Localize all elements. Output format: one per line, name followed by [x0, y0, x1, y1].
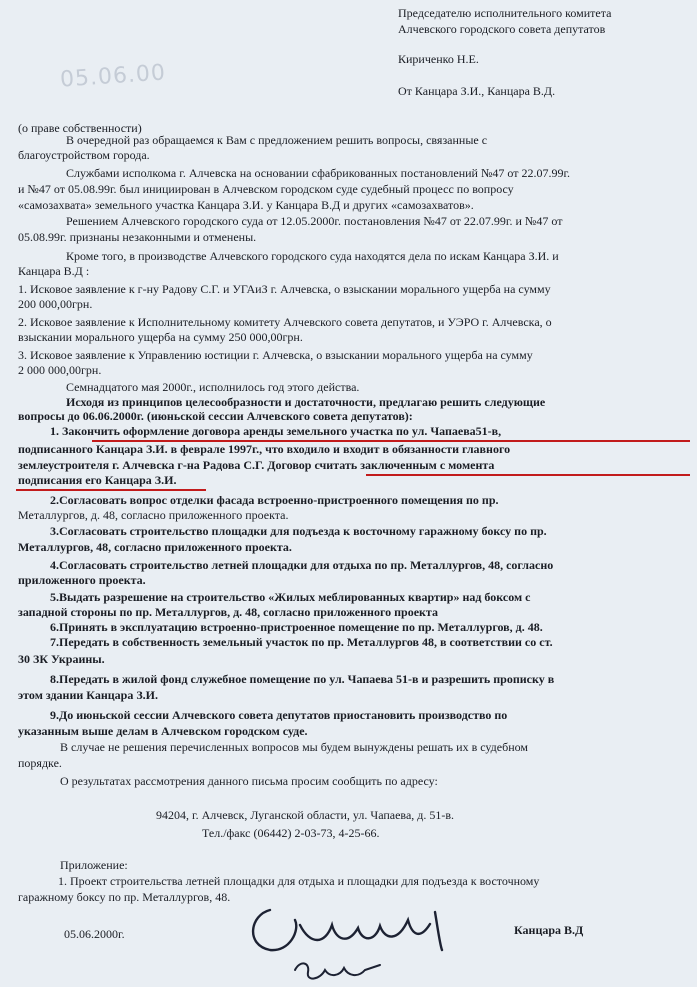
item-line: 7.Передать в собственность земельный участок по пр. Металлургов 48, в соответствии со ст.	[50, 635, 553, 649]
item-1-line: землеустроителя г. Алчевска г-на Радова С.Г. Договор считать заключенным с момента	[18, 458, 495, 472]
attachment-line: гаражному боксу по пр. Металлургов, 48.	[18, 890, 231, 904]
item-line: 5.Выдать разрешение на строительство «Жилых меблированных квартир» над боксом с	[50, 590, 531, 604]
item-line: 4.Согласовать строительство летней площадки для отдыха по пр. Металлургов, 48, согласно	[50, 558, 554, 572]
item-line: Металлургов, д. 48, согласно приложенного проекта.	[18, 508, 289, 522]
item-line: Металлургов, 48, согласно приложенного проекта.	[18, 540, 292, 554]
item-line: 8.Передать в жилой фонд служебное помещение по ул. Чапаева 51-в и разрешить прописку в	[50, 672, 555, 686]
item-line: 30 ЗК Украины.	[18, 652, 105, 666]
paragraph-line: Исходя из принципов целесообразности и достаточности, предлагаю решить следующие	[66, 395, 546, 409]
paragraph-line: 2 000 000,00грн.	[18, 363, 102, 377]
paragraph-line: Решением Алчевского городского суда от 12.05.2000г. постановления №47 от 22.07.99г. и №47 от	[66, 214, 563, 228]
addressee-name: Кириченко Н.Е.	[398, 52, 479, 66]
item-line: приложенного проекта.	[18, 573, 146, 587]
address-line: 94204, г. Алчевск, Луганской области, ул. Чапаева, д. 51-в.	[156, 808, 455, 822]
sender-line: От Канцара З.И., Канцара В.Д.	[398, 84, 556, 98]
signer-name: Канцара В.Д	[514, 923, 584, 937]
item-line: западной стороны по пр. Металлургов, д. 48, согласно приложенного проекта	[18, 605, 438, 619]
subject: (о праве собственности)	[18, 121, 142, 135]
phone-line: Тел./факс (06442) 2-03-73, 4-25-66.	[202, 826, 380, 840]
paragraph-line: 05.08.99г. признаны незаконными и отменены.	[18, 230, 257, 244]
paragraph-line: 200 000,00грн.	[18, 297, 93, 311]
attachment-line: 1. Проект строительства летней площадки для отдыха и площадки для подъезда к восточному	[58, 874, 540, 888]
paragraph-line: Канцара В.Д :	[18, 264, 90, 278]
attachment-heading: Приложение:	[60, 858, 128, 872]
paragraph-line: В очередной раз обращаемся к Вам с предложением решить вопросы, связанные с	[66, 133, 488, 147]
item-line: 6.Принять в эксплуатацию встроенно-пристроенное помещение по пр. Металлургов, д. 48.	[50, 620, 543, 634]
paragraph-line: Семнадцатого мая 2000г., исполнилось год этого действа.	[66, 380, 360, 394]
item-1-line: подписанного Канцара З.И. в феврале 1997г., что входило и входит в обязанности главного	[18, 442, 511, 456]
letter-date: 05.06.2000г.	[64, 927, 125, 941]
addressee-line-1: Председателю исполнительного комитета	[398, 6, 612, 20]
paragraph-line: В случае не решения перечисленных вопросов мы будем вынуждены решать их в судебном	[60, 740, 528, 754]
item-line: указанным выше делам в Алчевском городском суде.	[18, 724, 308, 738]
paragraph-line: Кроме того, в производстве Алчевского городского суда находятся дела по искам Канцара З.И. и	[66, 249, 559, 263]
paragraph-line: благоустройством города.	[18, 148, 150, 162]
item-line: этом здании Канцара З.И.	[18, 688, 158, 702]
addressee-line-2: Алчевского городского совета депутатов	[398, 22, 606, 36]
date-stamp: 05.06.00	[59, 60, 167, 93]
paragraph-line: и №47 от 05.08.99г. был инициирован в Алчевском городском суде судебный процесс по вопросу	[18, 182, 514, 196]
signature	[240, 890, 490, 985]
paragraph-line: вопросы до 06.06.2000г. (июньской сессии Алчевского совета депутатов):	[18, 409, 413, 423]
paragraph-line: порядке.	[18, 756, 62, 770]
paragraph-line: взыскании морального ущерба на сумму 250 000,00грн.	[18, 330, 303, 344]
paragraph-line: 3. Исковое заявление к Управлению юстиции г. Алчевска, о взыскании морального ущерба на сумму	[18, 348, 533, 362]
item-line: 2.Согласовать вопрос отделки фасада встроенно-пристроенного помещения по пр.	[50, 493, 499, 507]
red-underline	[16, 489, 206, 491]
paragraph-line: Службами исполкома г. Алчевска на основании сфабрикованных постановлений №47 от 22.07.99г.	[66, 166, 571, 180]
paragraph-line: «самозахвата» земельного участка Канцара З.И. у Канцара В.Д и других «самозахватов».	[18, 198, 474, 212]
item-line: 3.Согласовать строительство площадки для подъезда к восточному гаражному боксу по пр.	[50, 524, 547, 538]
red-underline	[366, 474, 690, 476]
paragraph-line: О результатах рассмотрения данного письма просим сообщить по адресу:	[60, 774, 438, 788]
paragraph-line: 1. Исковое заявление к г-ну Радову С.Г. и УГАиЗ г. Алчевска, о взыскании морального ущерба на сумму	[18, 282, 551, 296]
item-1-line: 1. Закончить оформление договора аренды земельного участка по ул. Чапаева51-в,	[50, 424, 502, 438]
item-1-line: подписания его Канцара З.И.	[18, 473, 177, 487]
paragraph-line: 2. Исковое заявление к Исполнительному комитету Алчевского совета депутатов, и УЭРО г. Алчевска, о	[18, 315, 552, 329]
item-line: 9.До июньской сессии Алчевского совета депутатов приостановить производство по	[50, 708, 508, 722]
